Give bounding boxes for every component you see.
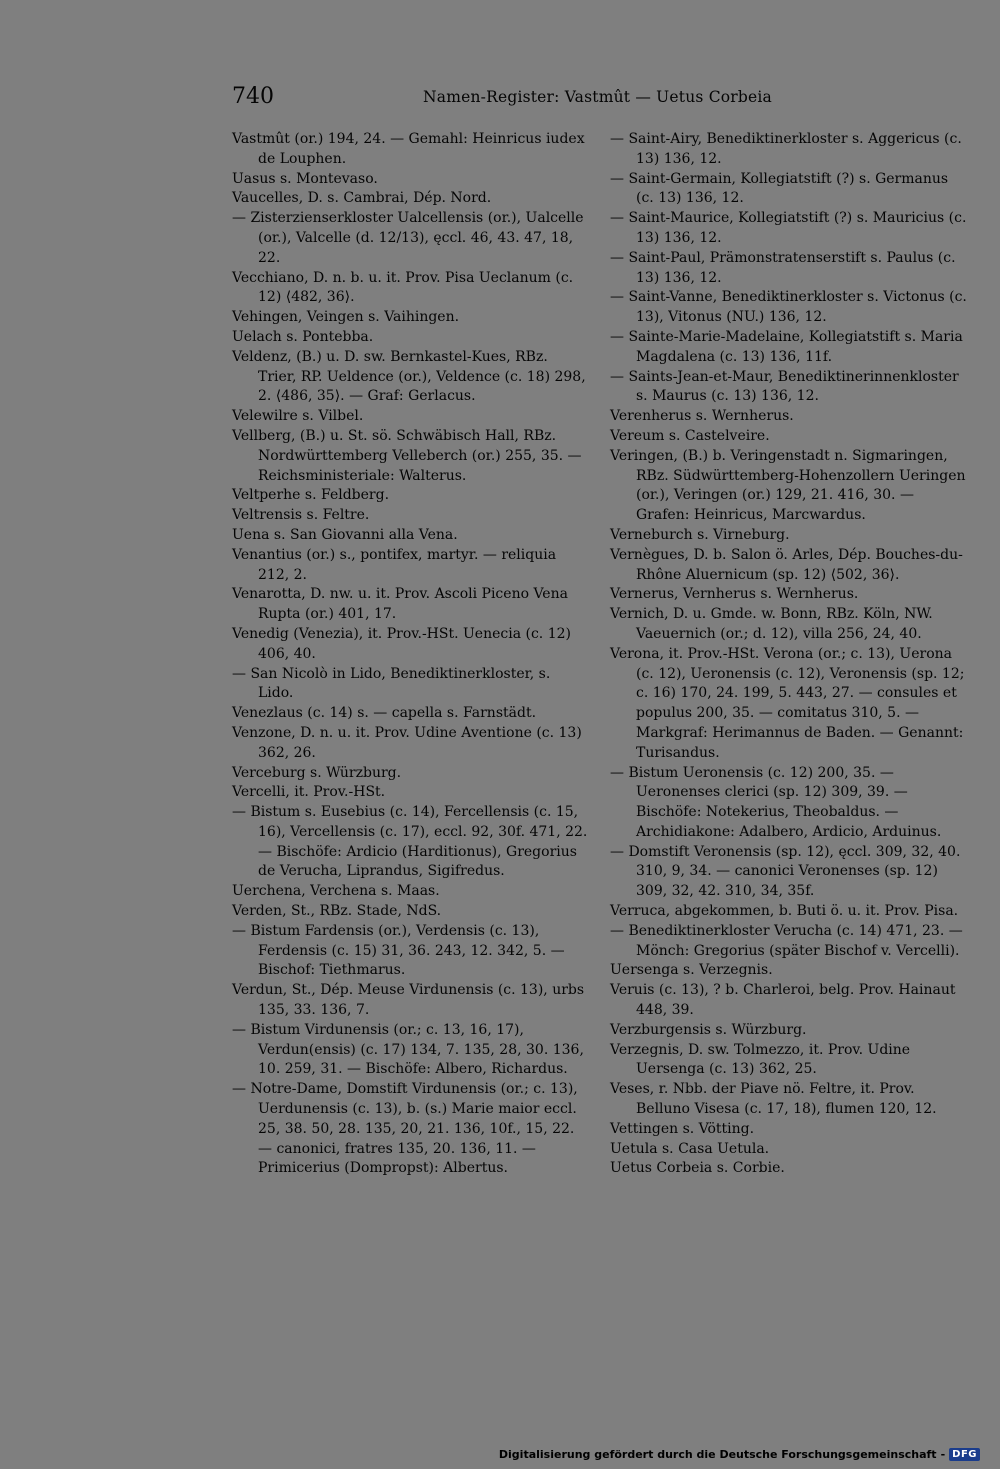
page-header [232, 84, 772, 118]
register-entry: Uelach s. Pontebba. [232, 328, 374, 345]
page-number: 740 [232, 84, 274, 109]
register-entry: Veltrensis s. Feltre. [232, 507, 370, 524]
register-entry: Vellberg, (B.) u. St. sö. Schwäbisch Hall, RBz. Nordwürttemberg Velleberch (or.) 255, 35. — Reichsministeriale: Walterus. [232, 427, 582, 484]
register-entry: Veruis (c. 13), ? b. Charleroi, belg. Prov. Hainaut 448, 39. [610, 982, 956, 1019]
register-entry: — Saint-Airy, Benediktinerkloster s. Aggericus (c. 13) 136, 12. [610, 131, 962, 167]
register-entry: Veses, r. Nbb. der Piave nö. Feltre, it. Prov. Belluno Visesa (c. 17, 18), flumen 120, 12. [610, 1081, 937, 1118]
register-entry: Verzegnis, D. sw. Tolmezzo, it. Prov. Udine Uersenga (c. 13) 362, 25. [610, 1041, 911, 1078]
register-entry: Vernich, D. u. Gmde. w. Bonn, RBz. Köln, NW. Vaeuernich (or.; d. 12), villa 256, 24, 40. [610, 606, 933, 642]
register-entry: Velewilre s. Vilbel. [232, 408, 364, 425]
register-entry: Vettingen s. Vötting. [610, 1120, 755, 1137]
register-entry: Vercelli, it. Prov.-HSt. [232, 784, 386, 801]
register-entry: Vaucelles, D. s. Cambrai, Dép. Nord. [232, 190, 492, 207]
register-entry: — Saint-Germain, Kollegiatstift (?) s. Germanus (c. 13) 136, 12. [610, 170, 949, 207]
register-entry: Venantius (or.) s., pontifex, martyr. — reliquia 212, 2. [232, 546, 557, 583]
register-entry: — Domstift Veronensis (sp. 12), ęccl. 309, 32, 40. 310, 9, 34. — canonici Veronenses (sp. 12) 309, 32, 42. 310, 34, 35f. [610, 843, 961, 900]
register-entry: Venzone, D. n. u. it. Prov. Udine Aventione (c. 13) 362, 26. [232, 724, 582, 761]
register-entry: — Saint-Paul, Prämonstratenserstift s. Paulus (c. 13) 136, 12. [610, 249, 956, 286]
register-entry: — Bistum s. Eusebius (c. 14), Fercellensis (c. 15, 16), Vercellensis (c. 17), eccl. 92, 30f. 471, 22. — Bischöfe: Ardicio (Harditionus), Gregorius de Verucha, Liprandus, Sigifredus. [232, 804, 588, 880]
register-entry: Verden, St., RBz. Stade, NdS. [232, 903, 442, 920]
register-entry: — Bistum Fardensis (or.), Verdensis (c. 13), Ferdensis (c. 15) 31, 36. 243, 12. 342, 5. — Bischof: Tiethmarus. [232, 922, 565, 979]
register-entry: Verdun, St., Dép. Meuse Virdunensis (c. 13), urbs 135, 33. 136, 7. [232, 982, 585, 1019]
register-entry: Veltperhe s. Feldberg. [232, 487, 390, 504]
register-entry: Veringen, (B.) b. Veringenstadt n. Sigmaringen, RBz. Südwürttemberg-Hohenzollern Ueringen (or.), Veringen (or.) 129, 21. 416, 30. — Grafen: Heinricus, Marcwardus. [610, 447, 966, 524]
register-entry: — Bistum Virdunensis (or.; c. 13, 16, 17), Verdun(ensis) (c. 17) 134, 7. 135, 28, 30. 136, 10. 259, 31. — Bischöfe: Albero, Richardus. [232, 1021, 584, 1078]
register-entry: Verneburch s. Virneburg. [610, 526, 790, 543]
register-entry: Uetus Corbeia s. Corbie. [610, 1160, 785, 1177]
register-entry: Veldenz, (B.) u. D. sw. Bernkastel-Kues, RBz. Trier, RP. Ueldence (or.), Veldence (c. 18) 298, 2. ⟨486, 35⟩. — Graf: Gerlacus. [232, 348, 586, 405]
running-title: Namen-Register: Vastmût — Uetus Corbeia [422, 88, 772, 106]
register-entry: — Saint-Maurice, Kollegiatstift (?) s. Mauricius (c. 13) 136, 12. [610, 210, 967, 246]
register-entry: Uerchena, Verchena s. Maas. [232, 883, 440, 900]
register-entry: Uersenga s. Verzegnis. [610, 962, 773, 979]
register-entry: Vereum s. Castelveire. [610, 427, 770, 444]
register-entry: — Zisterzienserkloster Ualcellensis (or.), Ualcelle (or.), Valcelle (d. 12/13), ęccl. 46, 43. 47, 18, 22. [232, 210, 584, 266]
footer-credit: Digitalisierung gefördert durch die Deutsche Forschungsgemeinschaft - DFG [499, 1448, 980, 1461]
register-entry: Vernerus, Vernherus s. Wernherus. [610, 586, 859, 603]
register-entry: Verenherus s. Wernherus. [610, 408, 794, 425]
register-entry: Verceburg s. Würzburg. [232, 764, 402, 781]
register-entry: — San Nicolò in Lido, Benediktinerkloster, s. Lido. [232, 665, 551, 702]
register-entry: Vastmût (or.) 194, 24. — Gemahl: Heinricus iudex de Louphen. [232, 131, 585, 167]
dfg-logo-icon: DFG [949, 1448, 980, 1461]
left-column [232, 130, 590, 1179]
register-entry: Uetula s. Casa Uetula. [610, 1140, 770, 1157]
register-entry: Verruca, abgekommen, b. Buti ö. u. it. Prov. Pisa. [610, 903, 959, 920]
register-entry: — Saints-Jean-et-Maur, Benediktinerinnenkloster s. Maurus (c. 13) 136, 12. [610, 368, 959, 405]
register-entry: Uasus s. Montevaso. [232, 170, 378, 187]
register-entry: — Benediktinerkloster Verucha (c. 14) 471, 23. — Mönch: Gregorius (später Bischof v. Vercelli). [610, 922, 963, 959]
register-entry: Vecchiano, D. n. b. u. it. Prov. Pisa Ueclanum (c. 12) ⟨482, 36⟩. [232, 269, 574, 306]
register-entry: Vernègues, D. b. Salon ö. Arles, Dép. Bouches-du-Rhône Aluernicum (sp. 12) ⟨502, 36⟩. [610, 546, 963, 583]
register-entry: Venedig (Venezia), it. Prov.-HSt. Uenecia (c. 12) 406, 40. [232, 625, 571, 662]
register-entry: — Saint-Vanne, Benediktinerkloster s. Victonus (c. 13), Vitonus (NU.) 136, 12. [610, 289, 967, 326]
register-entry: Verona, it. Prov.-HSt. Verona (or.; c. 13), Uerona (c. 12), Ueronensis (c. 12), Veronensis (sp. 12; c. 16) 170, 24. 199, 5. 443, 27. — consules et populus 200, 35. — comitatus 310, 5. — Markgraf: Herimannus de Baden. — Genannt: Turisandus. [610, 645, 965, 761]
register-entry: — Bistum Ueronensis (c. 12) 200, 35. — Ueronenses clerici (sp. 12) 309, 39. — Bischöfe: Notekerius, Theobaldus. — Archidiakone: Adalbero, Ardicio, Arduinus. [610, 764, 942, 840]
right-column [610, 130, 968, 1179]
register-entry: — Notre-Dame, Domstift Virdunensis (or.; c. 13), Uerdunensis (c. 13), b. (s.) Marie maior eccl. 25, 38. 50, 28. 135, 20, 21. 136, 10f., 15, 22. — canonici, fratres 135, 20. 136, 11. — Primicerius (Dompropst): Albertus. [232, 1081, 578, 1177]
register-entry: Vehingen, Veingen s. Vaihingen. [232, 309, 460, 326]
footer-text: Digitalisierung gefördert durch die Deutsche Forschungsgemeinschaft [498, 1448, 937, 1461]
register-entry: Uena s. San Giovanni alla Vena. [232, 526, 458, 543]
register-entry: Verzburgensis s. Würzburg. [610, 1021, 807, 1038]
register-entry: Venarotta, D. nw. u. it. Prov. Ascoli Piceno Vena Rupta (or.) 401, 17. [232, 586, 568, 623]
register-entry: — Sainte-Marie-Madelaine, Kollegiatstift s. Maria Magdalena (c. 13) 136, 11f. [610, 328, 963, 365]
register-entry: Venezlaus (c. 14) s. — capella s. Farnstädt. [232, 705, 537, 722]
